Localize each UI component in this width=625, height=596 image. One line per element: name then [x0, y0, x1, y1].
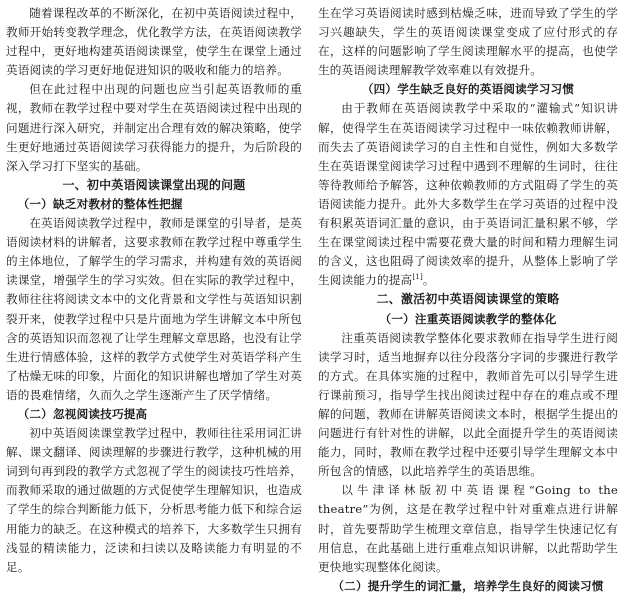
paragraph-textbook-grasp: 在英语阅读教学过程中，教师是课堂的引导者，是英语阅读材料的讲解者，这要求教师在教学过程中尊重学生的主体地位，了解学生的学习需求，并构建有效的英语阅读课堂，增强学生的学习实效。但在实际的教学过程中，教师往往将阅读文本中的文化背景和文学性与英语知识割裂开来，使教学过程中只是片面地为学生讲解文本中所包含的英语知识而忽视了让学生理解文章思路，也没有让学生进行情感体验，这样的教学方式使学生对英语学科产生了枯燥无味的印象，片面化的知识讲解也增加了学生对英语的畏难情绪，久而久之学生逐渐产生了厌学情绪。 [6, 216, 302, 402]
paragraph-study-habits [318, 99, 618, 290]
right-column [318, 4, 618, 596]
intro-paragraph-1: 随着课程改革的不断深化，在初中英语阅读过程中，教师开始转变教学理念，优化教学方法，在英语阅读教学过程中，更好地构建英语阅读课堂，使学生在课堂上通过英语阅读的学习更好地促进知识的吸收和能力的培养。 [6, 6, 302, 78]
section-heading-strategies: 二、激活初中英语阅读课堂的策略 [376, 292, 560, 307]
paragraph-reading-skills: 初中英语阅读课堂教学过程中，教师往往采用词汇讲解、课文翻译、阅读理解的步骤进行教学，这种机械的用词到句再到段的教学方式忽视了学生的阅读技巧性培养，而教师采取的通过做题的方式促使学生理解知识，也造成了学生的综合判断能力低下，分析思考能力低下和综合运用能力的缺乏。在这种模式的培养下，大多数学生只拥有浅显的精读能力，泛读和扫读以及略读能力有明显的不足。 [6, 426, 302, 574]
subheading-reading-skills: （二）忽视阅读技巧提高 [17, 406, 148, 421]
paragraph-study-habits-text: 由于教师在英语阅读教学中采取的“灌输式”知识讲解，使得学生在英语阅读学习过程中一味依赖教师讲解，而失去了英语阅读学习的自主性和自觉性，例如大多数学生在英语课堂阅读学习过程中遇到不理解的生词时，往往等待教师给予解答，这种依赖教师的方式阻碍了学生的英语阅读能力提升。此外大多数学生在学习英语的过程中没有积累英语词汇量的意识，由于英语词汇量积累不够，学生在课堂阅读过程中需要花费大量的时间和精力理解生词的含义，这也阻碍了阅读效率的提升，从整体上影响了学生阅读能力的提高 [318, 101, 618, 288]
paragraph-example-lesson: 以牛津译林版初中英语课程“Going to the theatre”为例，这是在教学过程中针对重难点进行讲解时，首先要帮助学生梳理文章信息，指导学生快速记忆有用信息，在此基础上进行重难点知识讲解，以此帮助学生更快地实现整体化阅读。 [318, 483, 618, 574]
subheading-holistic-teaching: （一）注重英语阅读教学的整体化 [379, 311, 557, 326]
citation-mark: [1] [412, 273, 423, 282]
subheading-study-habits: （四）学生缺乏良好的英语阅读学习习惯 [361, 82, 575, 97]
left-column [6, 4, 302, 577]
continued-paragraph: 生在学习英语阅读时感到枯燥乏味，进而导致了学生的学习兴趣缺失，学生的英语阅读课堂变成了应付形式的存在，这样的问题影响了学生阅读理解水平的提高，也使学生的英语阅读理解教学效率难以有效提升。 [318, 6, 618, 78]
paragraph-end-mark: 。 [422, 273, 435, 288]
section-heading-problems: 一、初中英语阅读课堂出现的问题 [62, 177, 246, 192]
subheading-vocabulary: （二）提升学生的词汇量，培养学生良好的阅读习惯 [332, 578, 604, 593]
intro-paragraph-2: 但在此过程中出现的问题也应当引起英语教师的重视，教师在教学过程中要对学生在英语阅读过程中出现的问题进行深入研究，并制定出合理有效的解决策略，使学生更好地通过英语阅读学习获得能力的提升，为后阶段的深入学习打下坚实的基础。 [6, 82, 302, 173]
paragraph-holistic-teaching: 注重英语阅读教学整体化要求教师在指导学生进行阅读学习时，适当地摒弃以往分段落分字词的步骤进行教学的方式。在具体实施的过程中，教师首先可以引导学生进行课前预习，指导学生找出阅读过程中存在的难点或不理解的问题，教师在讲解英语阅读文本时，根据学生提出的问题进行有针对性的讲解，以此全面提升学生的英语阅读能力，同时，教师在教学过程中还要引导学生理解文本中所包含的情感，以此培养学生的英语思维。 [318, 330, 618, 479]
subheading-textbook-grasp: （一）缺乏对教材的整体性把握 [17, 196, 183, 211]
